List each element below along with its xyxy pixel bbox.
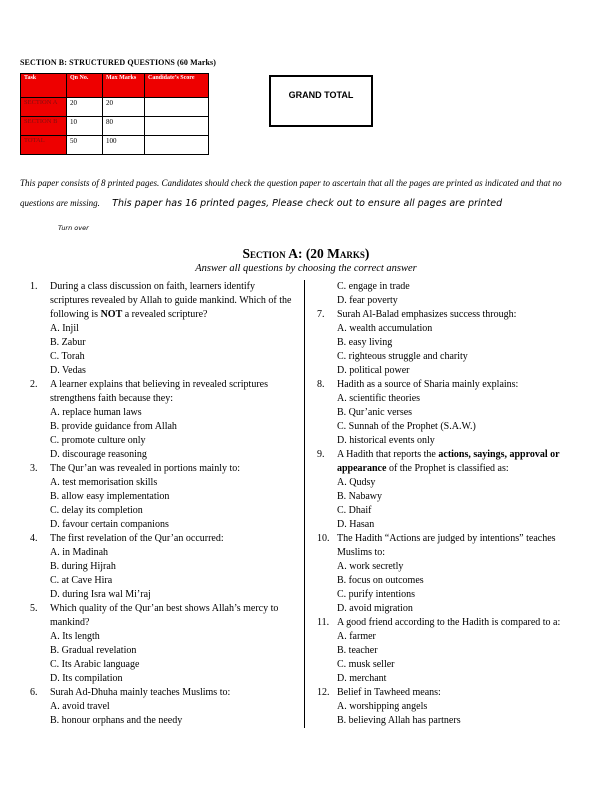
question-text — [337, 308, 590, 322]
question-text-part: The Hadith “Actions are judged by intentions” teaches Muslims to: — [337, 533, 556, 558]
answer-option: C. at Cave Hira — [50, 575, 113, 586]
answer-option: C. purify intentions — [337, 589, 416, 600]
question-block — [317, 308, 590, 378]
answer-option: A. avoid travel — [50, 701, 110, 712]
row-label-section-a: SECTION A — [21, 98, 67, 117]
answer-option: D. avoid migration — [337, 603, 413, 614]
question-block — [30, 462, 296, 532]
question-number: 12. — [317, 687, 330, 698]
question-text — [50, 532, 296, 546]
answer-option: A. Injil — [50, 323, 79, 334]
table-header-max-marks: Max Marks — [103, 74, 145, 98]
question-block — [317, 378, 590, 448]
cell-score — [145, 117, 209, 136]
answer-option: D. Hasan — [337, 519, 375, 530]
answer-option: D. merchant — [337, 673, 387, 684]
section-a-instruction: Answer all questions by choosing the correct answer — [195, 263, 417, 274]
question-text-part: Which quality of the Qur’an best shows Allah’s mercy to mankind? — [50, 603, 279, 628]
question-number: 9. — [317, 449, 325, 460]
pages-notice — [20, 173, 592, 214]
question-text-part: During a class discussion on faith, learners identify scriptures revealed by Allah to guide mankind. Which of the following is — [50, 281, 292, 320]
cell-qn: 50 — [67, 136, 103, 155]
answer-option: D. fear poverty — [337, 295, 398, 306]
answer-option: B. easy living — [337, 337, 393, 348]
table-header-task: Task — [21, 74, 67, 98]
answer-option: C. righteous struggle and charity — [337, 351, 468, 362]
question-number: 1. — [30, 281, 38, 292]
answer-option: B. provide guidance from Allah — [50, 421, 177, 432]
answer-option: A. work secretly — [337, 561, 404, 572]
row-label-section-b: SECTION B — [21, 117, 67, 136]
question-block — [30, 532, 296, 602]
question-text-part: A learner explains that believing in revealed scriptures strengthens faith because they: — [50, 379, 268, 404]
question-body — [50, 686, 296, 728]
question-number: 2. — [30, 379, 38, 390]
question-text-bold: NOT — [100, 309, 123, 320]
question-block — [317, 616, 590, 686]
question-body — [337, 448, 590, 532]
question-text-part: a revealed scripture? — [122, 309, 208, 320]
questions-column-right — [305, 280, 590, 728]
table-row — [21, 98, 209, 117]
table-row — [21, 136, 209, 155]
question-text — [337, 616, 590, 630]
answer-option: A. test memorisation skills — [50, 477, 158, 488]
answer-option: D. favour certain companions — [50, 519, 169, 530]
question-number: 3. — [30, 463, 38, 474]
answer-option: B. teacher — [337, 645, 378, 656]
answer-option: A. in Madinah — [50, 547, 109, 558]
answer-option: A. worshipping angels — [337, 701, 428, 712]
question-text — [337, 686, 590, 700]
section-b-heading: SECTION B: STRUCTURED QUESTIONS (60 Marks) — [20, 58, 217, 67]
table-header-candidates-score: Candidate’s Score — [145, 74, 209, 98]
answer-option: B. Qur’anic verses — [337, 407, 413, 418]
answer-option: D. historical events only — [337, 435, 435, 446]
table-header-qn-no: Qn No. — [67, 74, 103, 98]
question-text — [337, 448, 590, 476]
answer-option: A. wealth accumulation — [337, 323, 433, 334]
question-number: 11. — [317, 617, 330, 628]
section-a-heading: Section A: (20 Marks) — [242, 246, 370, 261]
question-text — [50, 686, 296, 700]
handwritten-pages-note: This paper has 16 printed pages, Please check out to ensure all pages are printed — [112, 198, 503, 209]
question-number: 4. — [30, 533, 38, 544]
question-body — [50, 462, 296, 532]
question-number: 6. — [30, 687, 38, 698]
question-text — [50, 378, 296, 406]
table-header-row — [21, 74, 209, 98]
answer-option: D. Its compilation — [50, 673, 123, 684]
answer-option: D. political power — [337, 365, 410, 376]
question-body — [337, 616, 590, 686]
answer-option: D. discourage reasoning — [50, 449, 147, 460]
row-label-total: TOTAL — [21, 136, 67, 155]
answer-option: D. Vedas — [50, 365, 86, 376]
question-body — [337, 532, 590, 616]
cell-qn: 20 — [67, 98, 103, 117]
question-block — [30, 686, 296, 728]
answer-option: C. Torah — [50, 351, 85, 362]
question-number: 5. — [30, 603, 38, 614]
marks-table — [20, 73, 209, 155]
answer-option: B. believing Allah has partners — [337, 715, 461, 726]
cell-max: 100 — [103, 136, 145, 155]
question-block — [30, 280, 296, 378]
cell-max: 20 — [103, 98, 145, 117]
question-continuation — [317, 280, 590, 308]
answer-option: B. Gradual revelation — [50, 645, 137, 656]
question-text-part: A good friend according to the Hadith is compared to a: — [337, 617, 561, 628]
grand-total-label: GRAND TOTAL — [288, 90, 354, 100]
cell-qn: 10 — [67, 117, 103, 136]
answer-option: C. delay its completion — [50, 505, 143, 516]
question-body — [337, 686, 590, 728]
question-text — [337, 378, 590, 392]
turn-over-note: Turn over — [58, 224, 89, 232]
question-text-part: The first revelation of the Qur’an occurred: — [50, 533, 224, 544]
question-body — [337, 280, 590, 308]
cell-score — [145, 136, 209, 155]
question-text-part: A Hadith that reports the — [337, 449, 439, 460]
question-body — [50, 602, 296, 686]
question-text-part: Surah Ad-Dhuha mainly teaches Muslims to: — [50, 687, 231, 698]
question-block — [317, 532, 590, 616]
question-text — [50, 462, 296, 476]
answer-option: A. scientific theories — [337, 393, 421, 404]
question-text — [50, 280, 296, 322]
question-text — [50, 602, 296, 630]
questions-column-left — [30, 280, 296, 728]
question-text-part: The Qur’an was revealed in portions mainly to: — [50, 463, 241, 474]
printed-pages-notice: This paper consists of 8 printed pages. Candidates should check the question paper to ascertain that all the pages are printed as indicated and that no questions are missing. — [20, 178, 562, 208]
question-text-part: Surah Al-Balad emphasizes success through: — [337, 309, 517, 320]
answer-option: B. during Hijrah — [50, 561, 116, 572]
answer-option: B. Nabawy — [337, 491, 382, 502]
question-text-bold: actions, sayings, approval or appearance — [337, 449, 560, 474]
cell-score — [145, 98, 209, 117]
question-number: 7. — [317, 309, 325, 320]
answer-option: C. Sunnah of the Prophet (S.A.W.) — [337, 421, 476, 432]
question-number: 8. — [317, 379, 325, 390]
answer-option: C. Dhaif — [337, 505, 372, 516]
question-text-part: Belief in Tawheed means: — [337, 687, 441, 698]
answer-option: A. Qudsy — [337, 477, 376, 488]
question-text — [337, 532, 590, 560]
question-text-part: of the Prophet is classified as: — [386, 463, 509, 474]
answer-option: B. focus on outcomes — [337, 575, 424, 586]
question-body — [50, 280, 296, 378]
question-body — [337, 378, 590, 448]
answer-option: C. promote culture only — [50, 435, 146, 446]
question-body — [337, 308, 590, 378]
question-number — [317, 280, 337, 308]
answer-option: B. honour orphans and the needy — [50, 715, 183, 726]
question-block — [30, 378, 296, 462]
answer-option: C. Its Arabic language — [50, 659, 140, 670]
marks-summary-row — [20, 73, 612, 155]
questions-columns — [30, 280, 590, 728]
answer-option: A. replace human laws — [50, 407, 142, 418]
grand-total-box — [269, 75, 373, 127]
question-block — [317, 448, 590, 532]
question-number: 10. — [317, 533, 330, 544]
answer-option: A. farmer — [337, 631, 376, 642]
cell-max: 80 — [103, 117, 145, 136]
answer-option: C. musk seller — [337, 659, 395, 670]
answer-option: A. Its length — [50, 631, 100, 642]
answer-option: B. Zabur — [50, 337, 86, 348]
question-block — [317, 686, 590, 728]
answer-option: C. engage in trade — [337, 281, 410, 292]
table-row — [21, 117, 209, 136]
question-block — [30, 602, 296, 686]
answer-option: D. during Isra wal Mi’raj — [50, 589, 151, 600]
question-text-part: Hadith as a source of Sharia mainly explains: — [337, 379, 519, 390]
question-body — [50, 532, 296, 602]
question-body — [50, 378, 296, 462]
answer-option: B. allow easy implementation — [50, 491, 170, 502]
